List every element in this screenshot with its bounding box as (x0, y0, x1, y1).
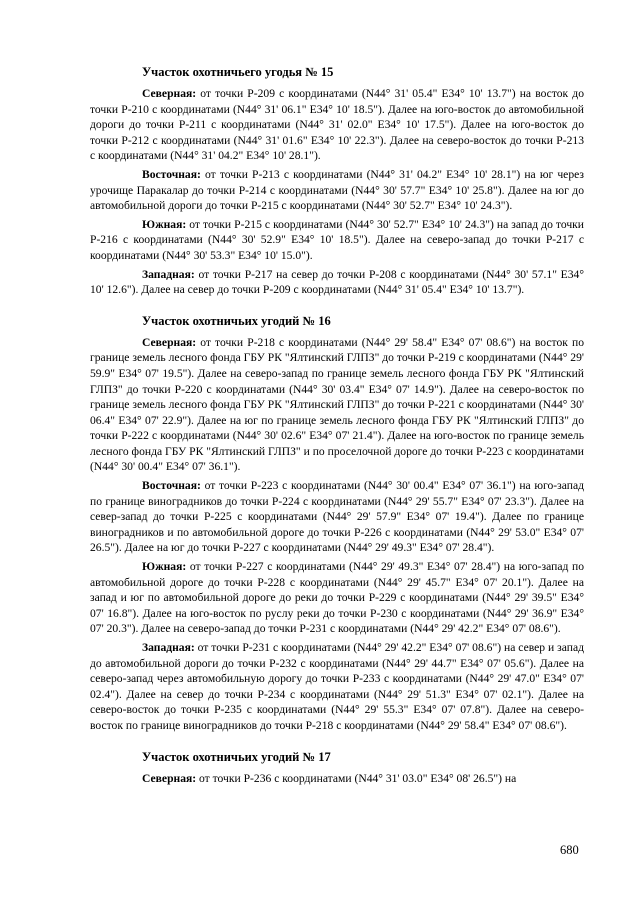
border-label: Западная: (142, 641, 195, 654)
section-heading: Участок охотничьих угодий № 16 (142, 313, 331, 328)
paragraph-text: от точки Р-223 с координатами (N44° 30' 00.4" E34° 07' 36.1") на юго-запад по границе виноградников до точки Р-224 с координатами (N44° 29' 55.7" E34° 07' 23.3"). Далее на север-запад до точки Р-225 с координатами (N44° 29' 57.9" E34° 07' 19.4"). Далее по границе виноградников и по автомобильной дороге до точки Р-226 с координатами (N44° 29' 53.0" E34° 07' 26.5"). Далее на юг до точки Р-227 с координатами (N44° 29' 49.3" E34° 07' 28.4"). (90, 479, 584, 555)
paragraph-text: от точки Р-213 с координатами (N44° 31' 04.2" E34° 10' 28.1") на юг через урочище Паракалар до точки Р-214 с координатами (N44° 30' 57.7" E34° 10' 25.8"). Далее на юг до автомобильной дороги до точки Р-215 с координатами (N44° 30' 52.7" E34° 10' 24.3"). (90, 167, 584, 213)
paragraph-text: от точки Р-218 с координатами (N44° 29' 58.4" E34° 07' 08.6") на восток по границе земель лесного фонда ГБУ РК "Ялтинский ГЛПЗ" до точки Р-219 с координатами (N44° 29' 59.9" E34° 07' 19.5"). Далее на северо-запад по границе земель лесного фонда ГБУ РК "Ялтинский ГЛПЗ" до точки Р-220 с координатами (N44° 30' 03.4" E34° 07' 14.9"). Далее на северо-восток по границе земель лесного фонда ГБУ РК "Ялтинский ГЛПЗ" до точки Р-221 с координатами (N44° 30' 06.4" E34° 07' 22.9"). Далее на юг по границе земель лесного фонда ГБУ РК "Ялтинский ГЛПЗ" до точки Р-222 с координатами (N44° 30' 02.6" E34° 07' 21.4"). Далее на юго-восток по границе земель лесного фонда ГБУ РК "Ялтинский ГЛПЗ" и по проселочной дороге до точки Р-223 с координатами (N44° 30' 00.4" E34° 07' 36.1"). (90, 335, 584, 474)
page-content (90, 64, 584, 801)
paragraph-north (90, 771, 584, 787)
border-label: Северная: (142, 87, 197, 100)
border-label: Южная: (142, 560, 187, 574)
paragraph-text: от точки Р-227 с координатами (N44° 29' 49.3" E34° 07' 28.4") на юго-запад по автомобильной дороге до точки Р-228 с координатами (N44° 29' 45.7" E34° 07' 20.1"). Далее на запад и юг по автомобильной дороге до реки до точки Р-229 с координатами (N44° 29' 39.5" E34° 07' 16.8"). Далее на юго-восток по руслу реки до точки Р-230 с координатами (N44° 29' 36.9" E34° 07' 20.3"). Далее на северо-запад до точки Р-231 с координатами (N44° 29' 42.2" E34° 07' 08.6"). (90, 560, 584, 636)
section-17 (90, 749, 584, 787)
paragraph-east (90, 478, 584, 556)
border-label: Северная: (142, 335, 197, 349)
paragraph-text: от точки Р-217 на север до точки Р-208 с координатами (N44° 30' 57.1" E34° 10' 12.6"). Далее на север до точки Р-209 с координатами (N44° 31' 05.4" E34° 10' 13.7"). (90, 267, 584, 297)
border-label: Восточная: (142, 167, 201, 181)
border-label: Западная: (142, 267, 195, 281)
section-15 (90, 64, 584, 298)
section-16 (90, 313, 584, 734)
border-label: Северная: (142, 771, 197, 785)
paragraph-north (90, 335, 584, 475)
paragraph-text: от точки Р-231 с координатами (N44° 29' 42.2" E34° 07' 08.6") на север и запад до автомобильной дороги до точки Р-232 с координатами (N44° 29' 44.7" E34° 07' 05.6"). Далее на северо-запад через автомобильную дорогу до точки Р-233 с координатами (N44° 29' 47.0" E34° 07' 02.4"). Далее на север до точки Р-234 с координатами (N44° 29' 51.3" E34° 07' 02.1"). Далее на северо-восток до точки Р-235 с координатами (N44° 29' 55.3" E34° 07' 07.8"). Далее на северо-восток по границе виноградников до точки Р-218 с координатами (N44° 29' 58.4" E34° 07' 08.6"). (90, 641, 584, 732)
paragraph-west (90, 640, 584, 734)
paragraph-text: от точки Р-215 с координатами (N44° 30' 52.7" E34° 10' 24.3") на запад до точки Р-216 с координатами (N44° 30' 52.9" E34° 10' 18.5"). Далее на северо-запад до точки Р-217 с координатами (N44° 30' 53.3" E34° 10' 15.0"). (90, 217, 584, 262)
page-number: 680 (560, 843, 579, 857)
paragraph-south (90, 559, 584, 637)
section-heading: Участок охотничьего угодья № 15 (142, 65, 334, 79)
paragraph-south (90, 217, 584, 264)
paragraph-west (90, 267, 584, 298)
section-heading: Участок охотничьих угодий № 17 (142, 749, 331, 764)
border-label: Южная: (142, 217, 187, 231)
paragraph-east (90, 167, 584, 214)
paragraph-text: от точки Р-236 с координатами (N44° 31' 03.0" E34° 08' 26.5") на (196, 771, 517, 785)
paragraph-north (90, 86, 584, 164)
paragraph-text: от точки Р-209 с координатами (N44° 31' 05.4" E34° 10' 13.7") на восток до точки Р-210 с координатами (N44° 31' 06.1" E34° 10' 18.5"). Далее на юго-восток до автомобильной дороги до точки Р-211 с координатами (N44° 31' 02.0" E34° 10' 17.5"). Далее на юго-восток до точки Р-212 с координатами (N44° 31' 01.6" E34° 10' 22.3"). Далее на северо-восток до точки Р-213 с координатами (N44° 31' 04.2" E34° 10' 28.1"). (90, 87, 584, 163)
border-label: Восточная: (142, 479, 201, 493)
